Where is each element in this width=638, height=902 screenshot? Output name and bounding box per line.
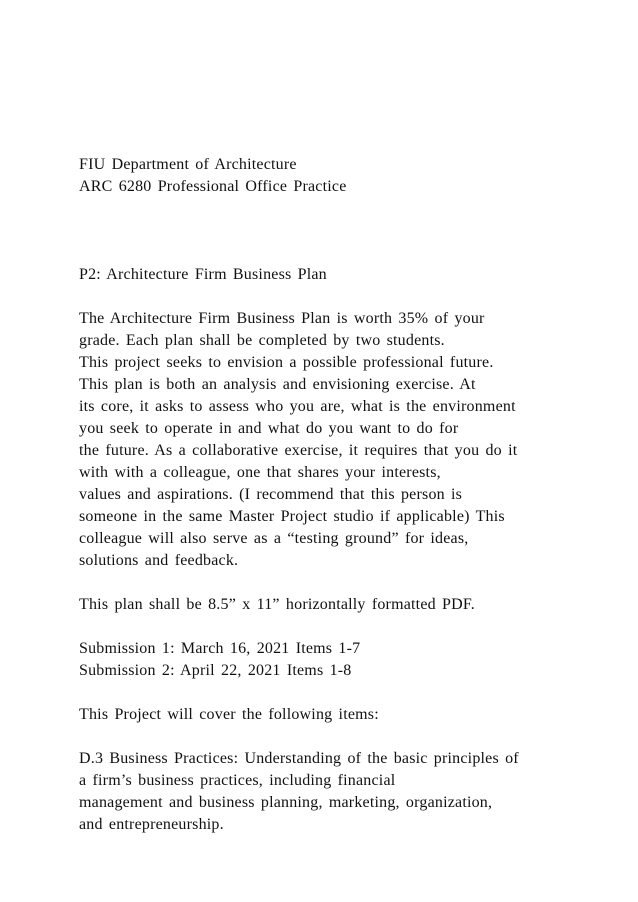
- submission-2: Submission 2: April 22, 2021 Items 1-8: [79, 662, 352, 679]
- department-line: FIU Department of Architecture: [79, 156, 297, 173]
- intro-line: This project seeks to envision a possible professional future.: [79, 354, 494, 371]
- intro-line: the future. As a collaborative exercise, it requires that you do it: [79, 442, 518, 459]
- cover-intro: This Project will cover the following items:: [79, 706, 379, 723]
- intro-paragraph: [79, 308, 619, 572]
- intro-line: someone in the same Master Project studio if applicable) This: [79, 508, 505, 525]
- project-title: P2: Architecture Firm Business Plan: [79, 266, 327, 283]
- document-body: [79, 154, 619, 836]
- submission-schedule: [79, 638, 619, 682]
- item-d3-line: a firm’s business practices, including financial: [79, 772, 396, 789]
- intro-line: The Architecture Firm Business Plan is worth 35% of your: [79, 310, 485, 327]
- submission-1: Submission 1: March 16, 2021 Items 1-7: [79, 640, 361, 657]
- item-d3-line: and entrepreneurship.: [79, 816, 224, 833]
- spacer: [79, 682, 619, 704]
- course-header: [79, 154, 619, 198]
- format-paragraph: This plan shall be 8.5” x 11” horizontally formatted PDF.: [79, 596, 475, 613]
- intro-line: solutions and feedback.: [79, 552, 239, 569]
- intro-line: grade. Each plan shall be completed by two students.: [79, 332, 445, 349]
- item-d3-paragraph: [79, 748, 619, 836]
- intro-line: its core, it asks to assess who you are, what is the environment: [79, 398, 516, 415]
- intro-line: with with a colleague, one that shares your interests,: [79, 464, 441, 481]
- spacer: [79, 198, 619, 264]
- spacer: [79, 572, 619, 594]
- course-line: ARC 6280 Professional Office Practice: [79, 178, 347, 195]
- item-d3-line: management and business planning, marketing, organization,: [79, 794, 493, 811]
- intro-line: This plan is both an analysis and envisioning exercise. At: [79, 376, 476, 393]
- spacer: [79, 726, 619, 748]
- intro-line: values and aspirations. (I recommend that this person is: [79, 486, 463, 503]
- item-d3-line: D.3 Business Practices: Understanding of the basic principles of: [79, 750, 519, 767]
- intro-line: colleague will also serve as a “testing ground” for ideas,: [79, 530, 469, 547]
- intro-line: you seek to operate in and what do you want to do for: [79, 420, 459, 437]
- spacer: [79, 286, 619, 308]
- spacer: [79, 616, 619, 638]
